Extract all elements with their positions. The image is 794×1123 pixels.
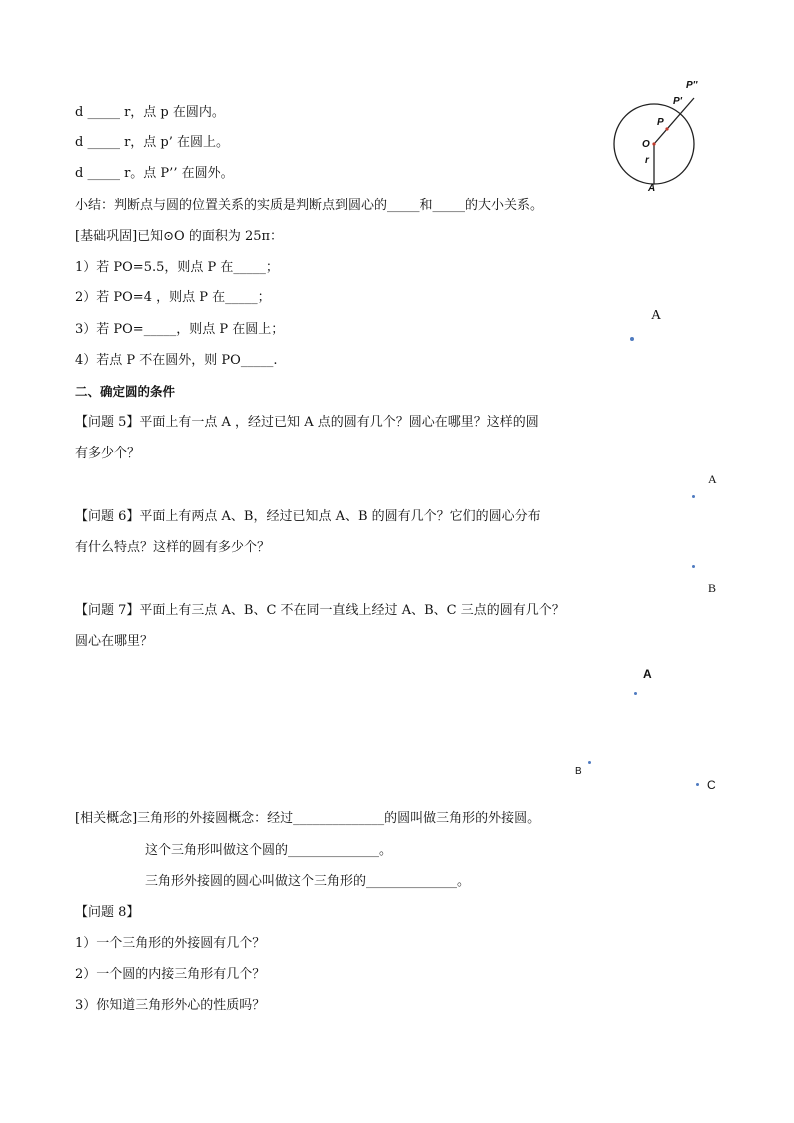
question-8-title: 【问题 8】: [75, 905, 140, 920]
center-marker: [652, 142, 655, 145]
question-5-line-1: 【问题 5】平面上有一点 A ，经过已知 A 点的圆有几个？圆心在哪里？这样的圆: [75, 415, 539, 430]
fig4-label-a: A: [643, 667, 652, 681]
question-8-item-1: 1）一个三角形的外接圆有几个？: [75, 936, 266, 951]
point-p-marker: [665, 127, 668, 130]
question-8-item-3: 3）你知道三角形外心的性质吗？: [75, 998, 266, 1013]
practice-item-2: 2）若 PO=4 ，则点 P 在_____；: [75, 290, 271, 305]
label-p-double-prime: P'': [686, 80, 698, 91]
fig4-label-b: B: [575, 766, 582, 777]
fig4-label-c: C: [707, 778, 716, 792]
label-a: A: [648, 183, 656, 194]
practice-item-4: 4）若点 P 不在圆外，则 PO_____.: [75, 353, 278, 368]
question-7-line-2: 圆心在哪里？: [75, 634, 154, 649]
question-6-line-1: 【问题 6】平面上有两点 A、B，经过已知点 A、B 的圆有几个？它们的圆心分布: [75, 509, 541, 524]
condition-outside: d _____ r。点 P’’ 在圆外。: [75, 166, 234, 181]
label-r: r: [645, 155, 649, 166]
fig2-point-a: [630, 337, 634, 341]
fig4-point-b: [588, 761, 591, 764]
fig4-point-c: [696, 783, 699, 786]
basic-practice-title: [基础巩固]已知⊙O 的面积为 25π：: [75, 229, 284, 244]
condition-inside: d _____ r，点 p 在圆内。: [75, 105, 225, 120]
concept-circumcenter: 三角形外接圆的圆心叫做这个三角形的______________。: [145, 874, 471, 889]
label-p: P: [657, 117, 664, 128]
practice-item-1: 1）若 PO=5.5，则点 P 在_____；: [75, 260, 279, 275]
fig4-point-a: [634, 692, 637, 695]
section-heading: 二、确定圆的条件: [75, 384, 176, 399]
fig3-label-b: B: [708, 581, 717, 595]
question-5-line-2: 有多少个？: [75, 446, 141, 461]
fig3-point-a: [692, 495, 695, 498]
question-6-line-2: 有什么特点？这样的圆有多少个？: [75, 540, 271, 555]
related-concept: [相关概念]三角形的外接圆概念：经过______________的圆叫做三角形的外接圆。: [75, 811, 541, 826]
concept-inscribed-triangle: 这个三角形叫做这个圆的______________。: [145, 843, 393, 858]
fig3-point-b: [692, 565, 695, 568]
condition-on: d _____ r，点 p’ 在圆上。: [75, 135, 230, 150]
question-8-item-2: 2）一个圆的内接三角形有几个？: [75, 967, 266, 982]
question-7-line-1: 【问题 7】平面上有三点 A、B、C 不在同一直线上经过 A、B、C 三点的圆有几个？: [75, 603, 565, 618]
summary: 小结：判断点与圆的位置关系的实质是判断点到圆心的_____和_____的大小关系。: [75, 198, 544, 213]
label-o: O: [642, 139, 650, 150]
fig3-label-a: A: [708, 472, 717, 486]
fig2-label-a: A: [651, 308, 662, 323]
practice-item-3: 3）若 PO=_____，则点 P 在圆上；: [75, 322, 285, 337]
label-p-prime: P': [673, 96, 683, 107]
